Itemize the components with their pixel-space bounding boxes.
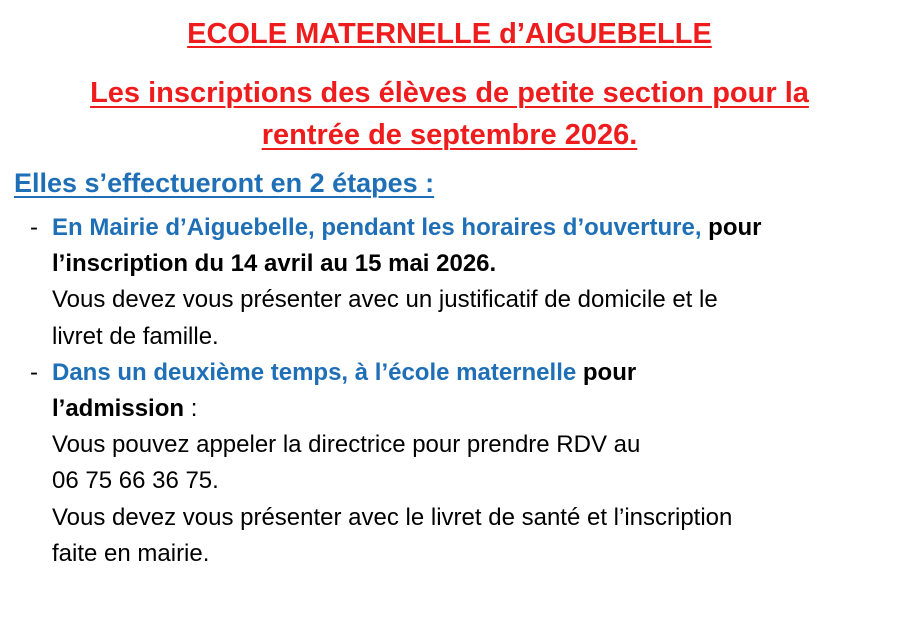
subtitle-line-1: Les inscriptions des élèves de petite section pour la — [90, 77, 809, 109]
item-bold-line-wrapper — [52, 391, 890, 427]
item-body-line: faite en mairie. — [52, 539, 210, 567]
item-body-line: livret de famille. — [52, 322, 219, 350]
item-bold-line: l’admission — [52, 395, 185, 423]
bullet-dash: - — [30, 214, 38, 241]
steps-list — [30, 210, 890, 572]
item-bold-text: pour — [701, 214, 762, 241]
item-body-line: Vous devez vous présenter avec le livret de santé et l’inscription — [52, 503, 733, 531]
steps-heading: Elles s’effectueront en 2 étapes : — [14, 168, 435, 198]
list-item-mairie — [30, 210, 890, 355]
list-item-ecole — [30, 355, 890, 572]
item-heading — [52, 210, 890, 246]
item-bold-line: l’inscription du 14 avril au 15 mai 2026. — [52, 250, 497, 278]
subtitle-line-2: rentrée de septembre 2026. — [261, 119, 638, 151]
item-bold-text: pour — [576, 358, 637, 386]
subtitle — [20, 72, 879, 156]
item-suffix: : — [184, 395, 198, 423]
item-body-line: Vous devez vous présenter avec un justificatif de domicile et le — [52, 286, 718, 314]
item-blue-text: Dans un deuxième temps, à l’école maternelle — [52, 358, 577, 386]
item-body-line: Vous pouvez appeler la directrice pour prendre RDV au — [52, 431, 641, 459]
bullet-dash: - — [30, 358, 38, 386]
item-heading — [52, 355, 890, 391]
school-title: ECOLE MATERNELLE d’AIGUEBELLE — [187, 18, 712, 50]
phone-number: 06 75 66 36 75. — [52, 467, 219, 495]
item-blue-text: En Mairie d’Aiguebelle, pendant les horaires d’ouverture, — [52, 214, 702, 241]
